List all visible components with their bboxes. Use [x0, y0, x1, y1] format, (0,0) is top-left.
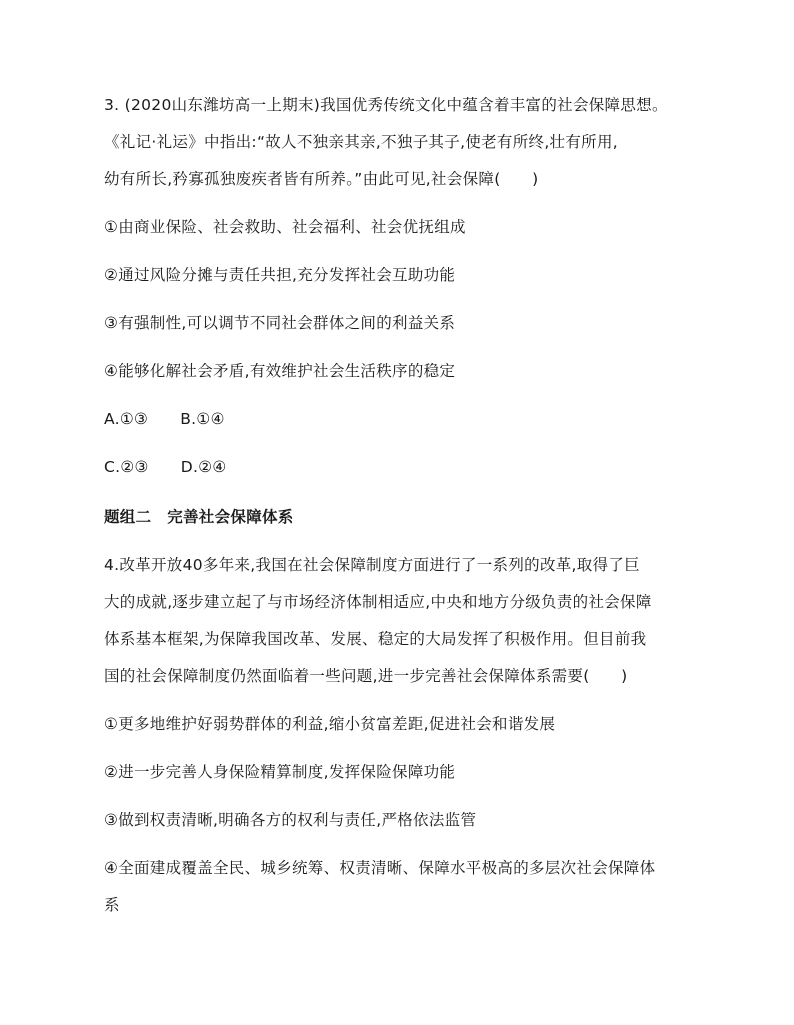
q4-statement-4-continued: 系 [104, 896, 120, 914]
q3-options-row-2 [104, 457, 704, 477]
q3-statement-2: ②通过风险分摊与责任共担,充分发挥社会互助功能 [104, 266, 456, 284]
q4-stem-line-4: 国的社会保障制度仍然面临着一些问题,进一步完善社会保障体系需要( ) [104, 667, 628, 685]
q3-stem-line-2: 《礼记·礼运》中指出:“故人不独亲其亲,不独子其子,使老有所终,壮有所用, [104, 133, 618, 151]
q3-stem-line-3: 幼有所长,矜寡孤独废疾者皆有所养。”由此可见,社会保障( ) [104, 170, 539, 188]
q3-options-row-1 [104, 409, 704, 429]
q4-statement-1: ①更多地维护好弱势群体的利益,缩小贫富差距,促进社会和谐发展 [104, 715, 556, 733]
q3-option-d[interactable]: D.②④ [180, 458, 227, 476]
q3-option-c[interactable]: C.②③ [104, 458, 149, 476]
section-title: 题组二 完善社会保障体系 [104, 508, 294, 526]
q3-statement-4: ④能够化解社会矛盾,有效维护社会生活秩序的稳定 [104, 362, 456, 380]
q3-stem-line-1: 3. (2020山东潍坊高一上期末)我国优秀传统文化中蕴含着丰富的社会保障思想。 [104, 96, 668, 114]
q4-statement-4: ④全面建成覆盖全民、城乡统筹、权责清晰、保障水平极高的多层次社会保障体 [104, 859, 656, 877]
q3-statement-1: ①由商业保险、社会救助、社会福利、社会优抚组成 [104, 218, 466, 236]
q4-statement-2: ②进一步完善人身保险精算制度,发挥保险保障功能 [104, 763, 456, 781]
q3-option-b[interactable]: B.①④ [180, 410, 225, 428]
q4-stem-line-3: 体系基本框架,为保障我国改革、发展、稳定的大局发挥了积极作用。但目前我 [104, 630, 647, 648]
q3-statement-3: ③有强制性,可以调节不同社会群体之间的利益关系 [104, 314, 456, 332]
q4-statement-3: ③做到权责清晰,明确各方的权利与责任,严格依法监管 [104, 811, 477, 829]
q4-stem-line-2: 大的成就,逐步建立起了与市场经济体制相适应,中央和地方分级负责的社会保障 [104, 593, 652, 611]
q3-option-a[interactable]: A.①③ [104, 410, 149, 428]
q4-stem-line-1: 4.改革开放40多年来,我国在社会保障制度方面进行了一系列的改革,取得了巨 [104, 556, 640, 574]
